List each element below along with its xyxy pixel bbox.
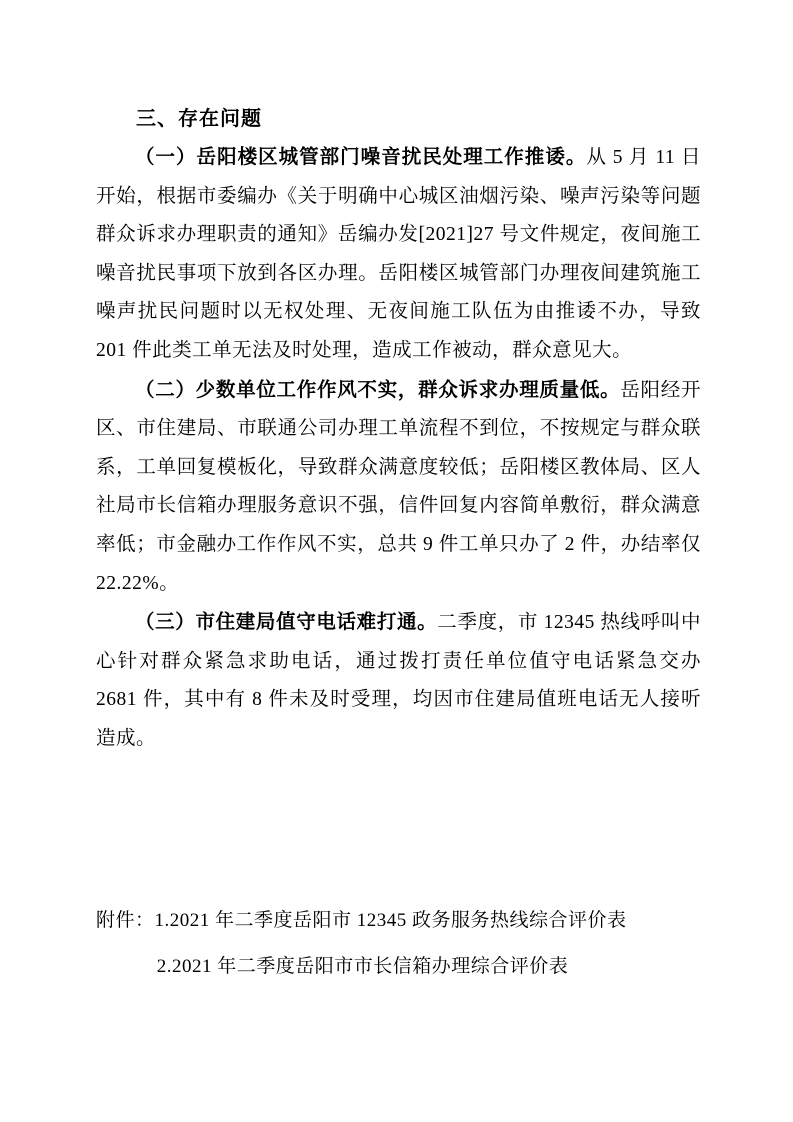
paragraph-2-body: 岳阳经开区、市住建局、市联通公司办理工单流程不到位，不按规定与群众联系，工单回复模板化，导致群众满意度较低；岳阳楼区教体局、区人社局市长信箱办理服务意识不强，信件回复内容简单敷衍，群众满意率低；市金融办工作作风不实，总共 9 件工单只办了 2 件，办结率仅 22.22%。 — [96, 379, 701, 594]
paragraph-3-lead: （三）市住建局值守电话难打通。 — [135, 611, 438, 634]
paragraph-1-lead: （一）岳阳楼区城管部门噪音扰民处理工作推诿。 — [135, 146, 587, 168]
paragraph-3-body: 二季度，市 12345 热线呼叫中心针对群众紧急求助电话，通过拨打责任单位值守电话紧急交办 2681 件，其中有 8 件未及时受理，均因市住建局值班电话无人接听造成。 — [96, 612, 701, 749]
paragraph-1-body: 从 5 月 11 日开始，根据市委编办《关于明确中心城区油烟污染、噪声污染等问题群众诉求办理职责的通知》岳编办发[2021]27 号文件规定，夜间施工噪音扰民事项下放到各区办理。岳阳楼区城管部门办理夜间建筑施工噪声扰民问题时以无权处理、无夜间施工队伍为由推诿不办，导致 201 件此类工单无法及时处理，造成工作被动，群众意见大。 — [96, 147, 701, 361]
paragraph-1 — [96, 138, 701, 371]
section-title: 三、存在问题 — [136, 108, 262, 130]
paragraph-2-lead: （二）少数单位工作作风不实，群众诉求办理质量低。 — [135, 378, 621, 401]
attachment-line-2: 2.2021 年二季度岳阳市市长信箱办理综合评价表 — [156, 956, 569, 977]
attachments-block — [96, 898, 716, 990]
attachment-line-1: 附件：1.2021 年二季度岳阳市 12345 政务服务热线综合评价表 — [96, 910, 627, 931]
paragraph-3 — [96, 603, 701, 758]
paragraph-2 — [96, 371, 701, 604]
